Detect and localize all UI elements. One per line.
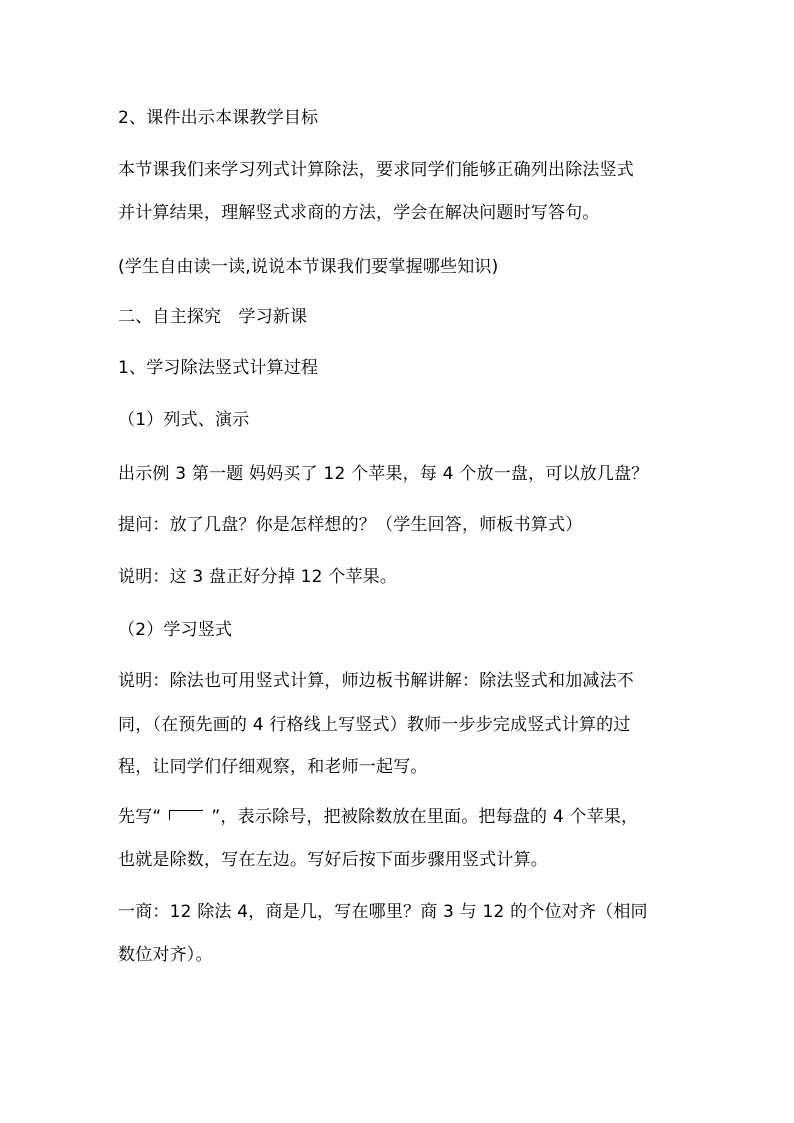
paragraph-line: 本节课我们来学习列式计算除法，要求同学们能够正确列出除法竖式	[118, 160, 634, 180]
paragraph-line: 并计算结果，理解竖式求商的方法，学会在解决问题时写答句。	[118, 203, 600, 223]
long-division-symbol-icon	[165, 808, 205, 826]
paragraph-line: 数位对齐）。	[118, 945, 213, 965]
paragraph-line: 说明：除法也可用竖式计算，师边板书解讲解：除法竖式和加减法不	[118, 671, 634, 691]
paragraph-line: 一商：12 除法 4，商是几，写在哪里？商 3 与 12 的个位对齐（相同	[118, 902, 648, 922]
section-heading: 2、课件出示本课教学目标	[118, 108, 319, 128]
text-segment: 先写“	[118, 807, 162, 827]
paragraph-line: 也就是除数，写在左边。写好后按下面步骤用竖式计算。	[118, 850, 548, 870]
section-heading: 二、自主探究 学习新课	[118, 307, 308, 327]
paragraph-line: 出示例 3 第一题 妈妈买了 12 个苹果，每 4 个放一盘，可以放几盘？	[118, 464, 649, 484]
paragraph-line-with-division-symbol	[118, 807, 638, 827]
subsection-heading: （1）列式、演示	[118, 410, 250, 430]
paragraph-line: 同，（在预先画的 4 行格线上写竖式）教师一步步完成竖式计算的过	[118, 715, 631, 735]
text-segment: ”，表示除号，把被除数放在里面。把每盘的 4 个苹果，	[211, 807, 639, 827]
paragraph-line: (学生自由读一读,说说本节课我们要掌握哪些知识)	[118, 257, 499, 277]
paragraph-line: 提问：放了几盘？你是怎样想的？（学生回答，师板书算式）	[118, 515, 583, 535]
paragraph-line: 说明：这 3 盘正好分掉 12 个苹果。	[118, 567, 398, 587]
paragraph-line: 程，让同学们仔细观察，和老师一起写。	[118, 757, 428, 777]
subsection-heading: （2）学习竖式	[118, 620, 233, 640]
subsection-heading: 1、学习除法竖式计算过程	[118, 358, 319, 378]
